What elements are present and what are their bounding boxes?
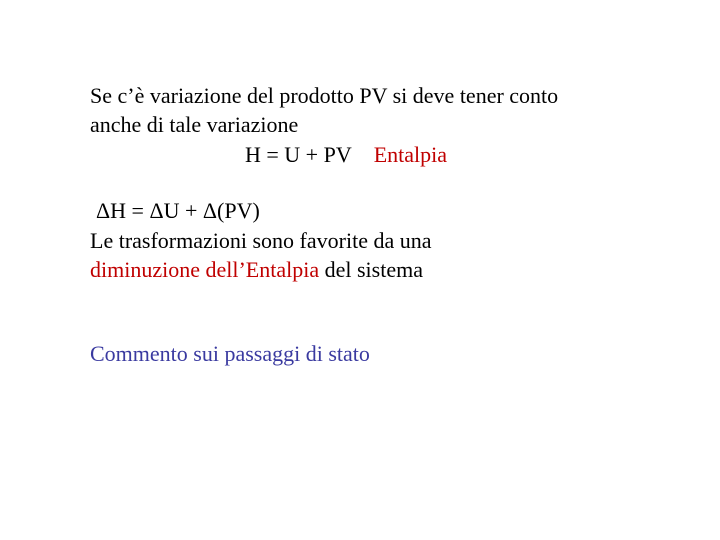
conclusion-line-2-rest: del sistema bbox=[319, 257, 423, 282]
state-changes-link[interactable]: Commento sui passaggi di stato bbox=[90, 341, 370, 366]
delta-enthalpy-formula: ΔH = ΔU + Δ(PV) bbox=[96, 198, 260, 223]
conclusion-line-2 bbox=[90, 258, 423, 282]
enthalpy-formula: H = U + PV bbox=[245, 142, 352, 167]
intro-line-1: Se c’è variazione del prodotto PV si deve tener conto bbox=[90, 83, 559, 108]
conclusion-line-1: Le trasformazioni sono favorite da una bbox=[90, 228, 432, 253]
enthalpy-formula-row bbox=[245, 143, 447, 167]
enthalpy-decrease-highlight: diminuzione dell’Entalpia bbox=[90, 257, 320, 282]
intro-line-2: anche di tale variazione bbox=[90, 112, 299, 137]
enthalpy-label: Entalpia bbox=[373, 142, 448, 167]
